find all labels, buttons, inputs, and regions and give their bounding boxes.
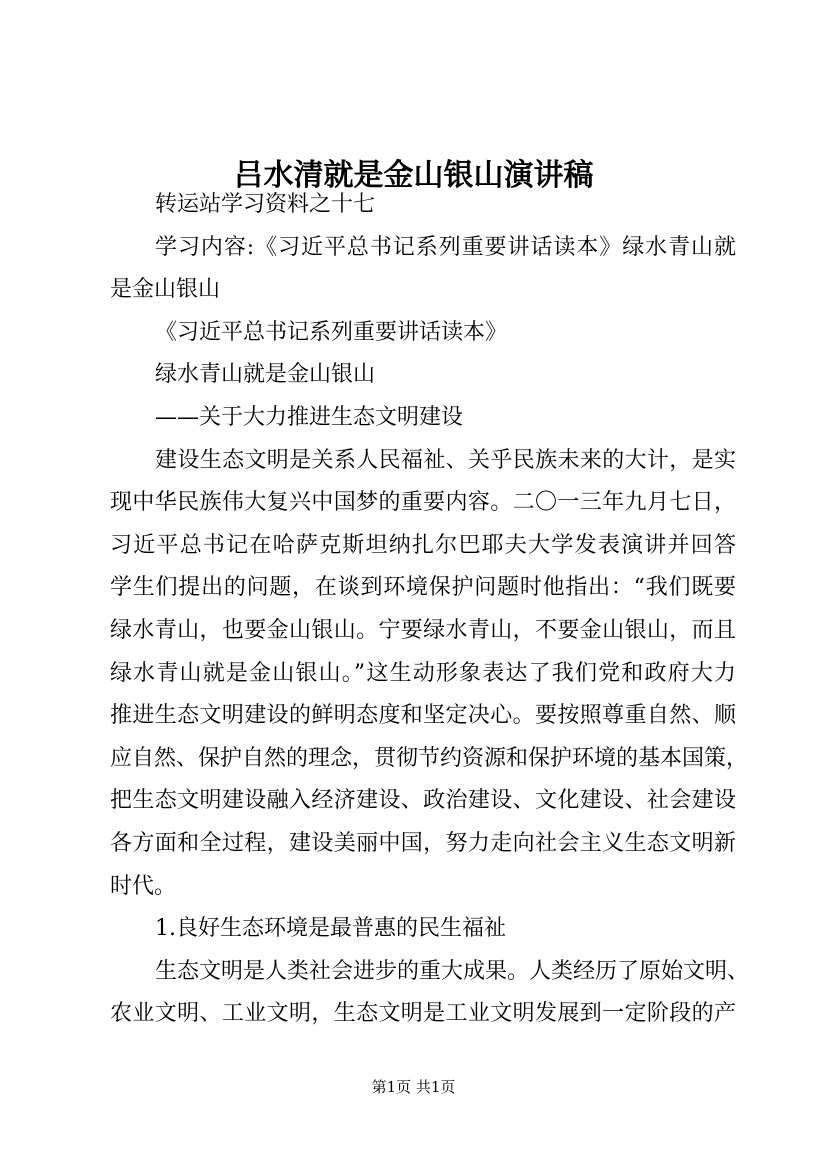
text-line: 绿水青山就是金山银山 — [155, 362, 376, 388]
text-line: 学习内容:《习近平总书记系列重要讲话读本》绿水青山就 — [155, 234, 736, 260]
text-line: ——关于大力推进生态文明建设 — [155, 405, 464, 430]
text-line: 生态文明是人类社会进步的重大成果。人类经历了原始文明、 — [155, 958, 750, 984]
text-line: 各方面和全过程，建设美丽中国，努力走向社会主义生态文明新 — [110, 831, 736, 856]
text-line: 《习近平总书记系列重要讲话读本》 — [155, 319, 508, 345]
text-line: 是金山银山 — [110, 277, 221, 303]
text-line: 时代。 — [110, 873, 177, 899]
page-footer: 第1页 共1页 — [371, 1078, 456, 1096]
text-line: 应自然、保护自然的理念，贯彻节约资源和保护环境的基本国策， — [110, 745, 749, 771]
text-line: 绿水青山就是金山银山。”这生动形象表达了我们党和政府大力 — [110, 660, 736, 686]
text-line: 转运站学习资料之十七 — [155, 192, 376, 217]
text-line: 现中华民族伟大复兴中国梦的重要内容。二〇一三年九月七日， — [110, 490, 736, 516]
document-title: 吕水清就是金山银山演讲稿 — [233, 158, 594, 193]
text-line: 农业文明、工业文明，生态文明是工业文明发展到一定阶段的产 — [110, 1001, 736, 1027]
text-line: 建设生态文明是关系人民福祉、关乎民族未来的大计，是实 — [155, 447, 736, 473]
text-line: 习近平总书记在哈萨克斯坦纳扎尔巴耶夫大学发表演讲并回答 — [110, 532, 736, 558]
text-line: 1.良好生态环境是最普惠的民生福祉 — [155, 916, 506, 942]
text-line: 绿水青山，也要金山银山。宁要绿水青山，不要金山银山，而且 — [110, 618, 736, 643]
text-line: 把生态文明建设融入经济建设、政治建设、文化建设、社会建设 — [110, 788, 736, 814]
text-line: 学生们提出的问题，在谈到环境保护问题时他指出：“我们既要 — [110, 575, 736, 601]
text-line: 推进生态文明建设的鲜明态度和坚定决心。要按照尊重自然、顺 — [110, 703, 736, 729]
